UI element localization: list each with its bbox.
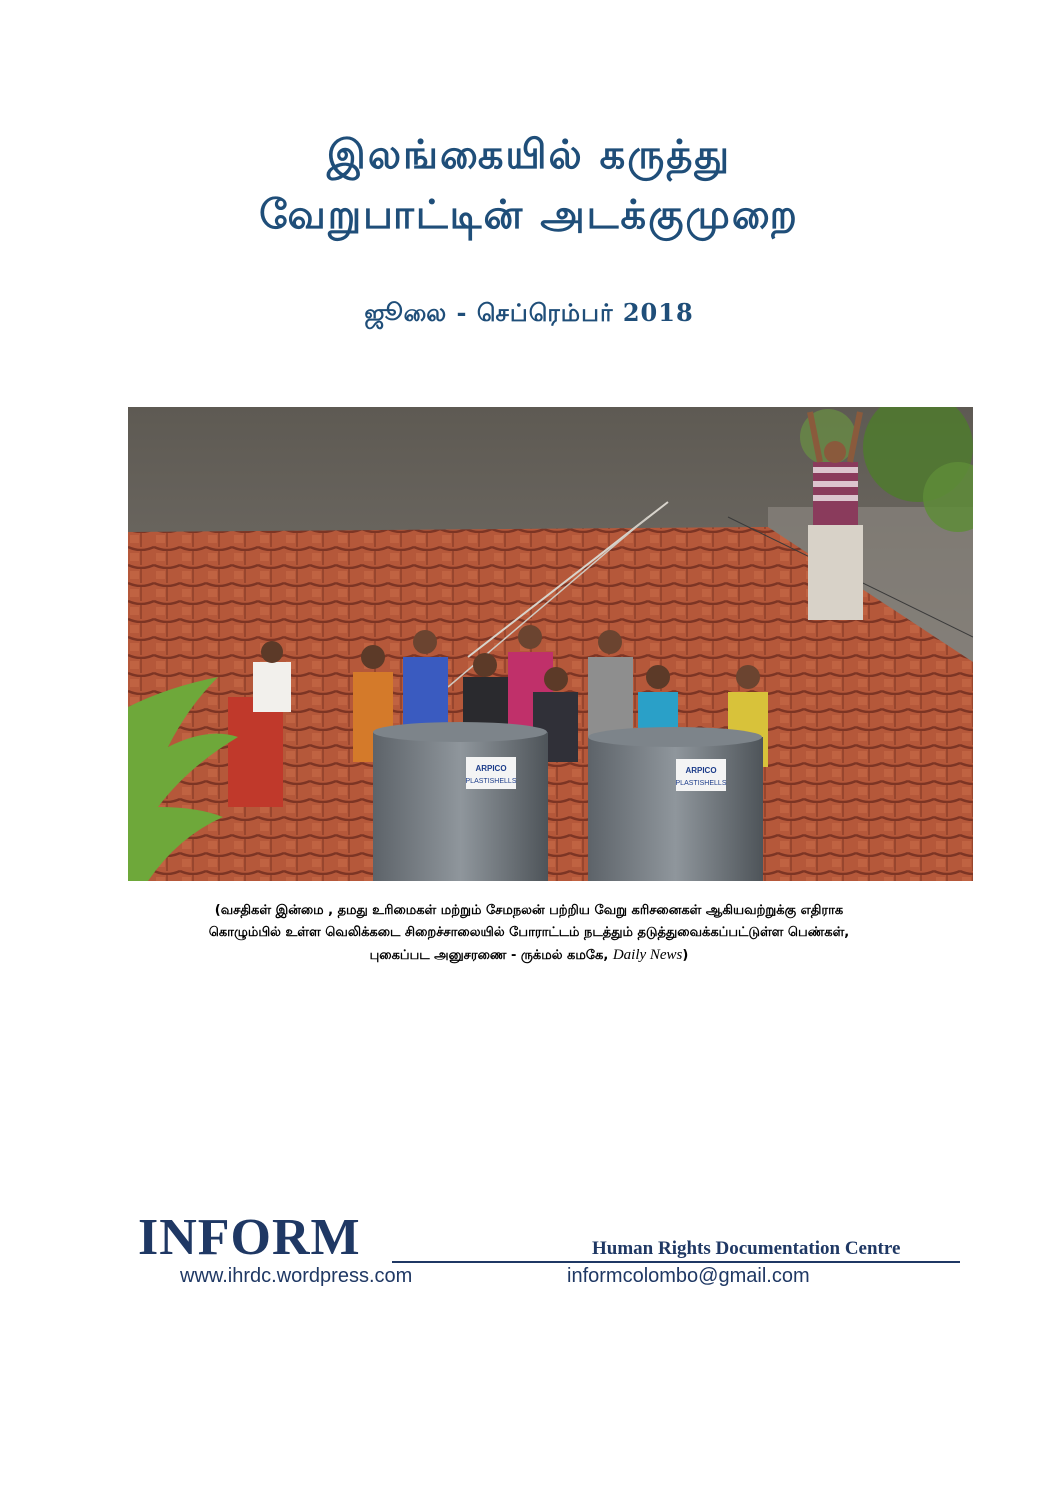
- tank-label-product-2: PLASTISHELLS: [675, 780, 727, 787]
- tank-label-brand-2: ARPICO: [685, 766, 717, 775]
- document-title-line2: வேறுபாட்டின் அடக்குமுறை: [259, 191, 799, 238]
- document-title-line1: இலங்கையில் கருத்து: [326, 131, 732, 178]
- caption-line3: [100, 944, 958, 967]
- tank-label-product: PLASTISHELLS: [465, 778, 517, 785]
- photo-caption: [100, 900, 958, 967]
- caption-line1: (வசதிகள் இன்மை , தமது உரிமைகள் மற்றும் சேமநலன் பற்றிய வேறு கரிசனைகள் ஆகியவற்றுக்கு எதிராக: [214, 903, 844, 918]
- cover-photo: [128, 407, 973, 881]
- caption-credit: புகைப்பட அனுசரணை - ருக்மல் கமகே,: [369, 948, 609, 963]
- protest-rooftop-photo: [128, 407, 973, 881]
- caption-source: Daily News: [612, 947, 683, 963]
- footer-rule: [392, 1261, 960, 1263]
- inform-logo: INFORM: [138, 1209, 361, 1266]
- website-link[interactable]: www.ihrdc.wordpress.com: [180, 1265, 413, 1287]
- caption-line2: கொழும்பில் உள்ள வெலிக்கடை சிறைச்சாலையில் போராட்டம் நடத்தும் தடுத்துவைக்கப்பட்டுள்ள பெண்கள்,: [208, 925, 850, 940]
- caption-close: ): [682, 948, 689, 963]
- org-name: Human Rights Documentation Centre: [592, 1238, 901, 1259]
- tank-label-brand: ARPICO: [475, 764, 507, 773]
- email-link[interactable]: informcolombo@gmail.com: [567, 1265, 810, 1287]
- date-range-subtitle: ஜூலை - செப்ரெம்பர் 2018: [364, 298, 694, 327]
